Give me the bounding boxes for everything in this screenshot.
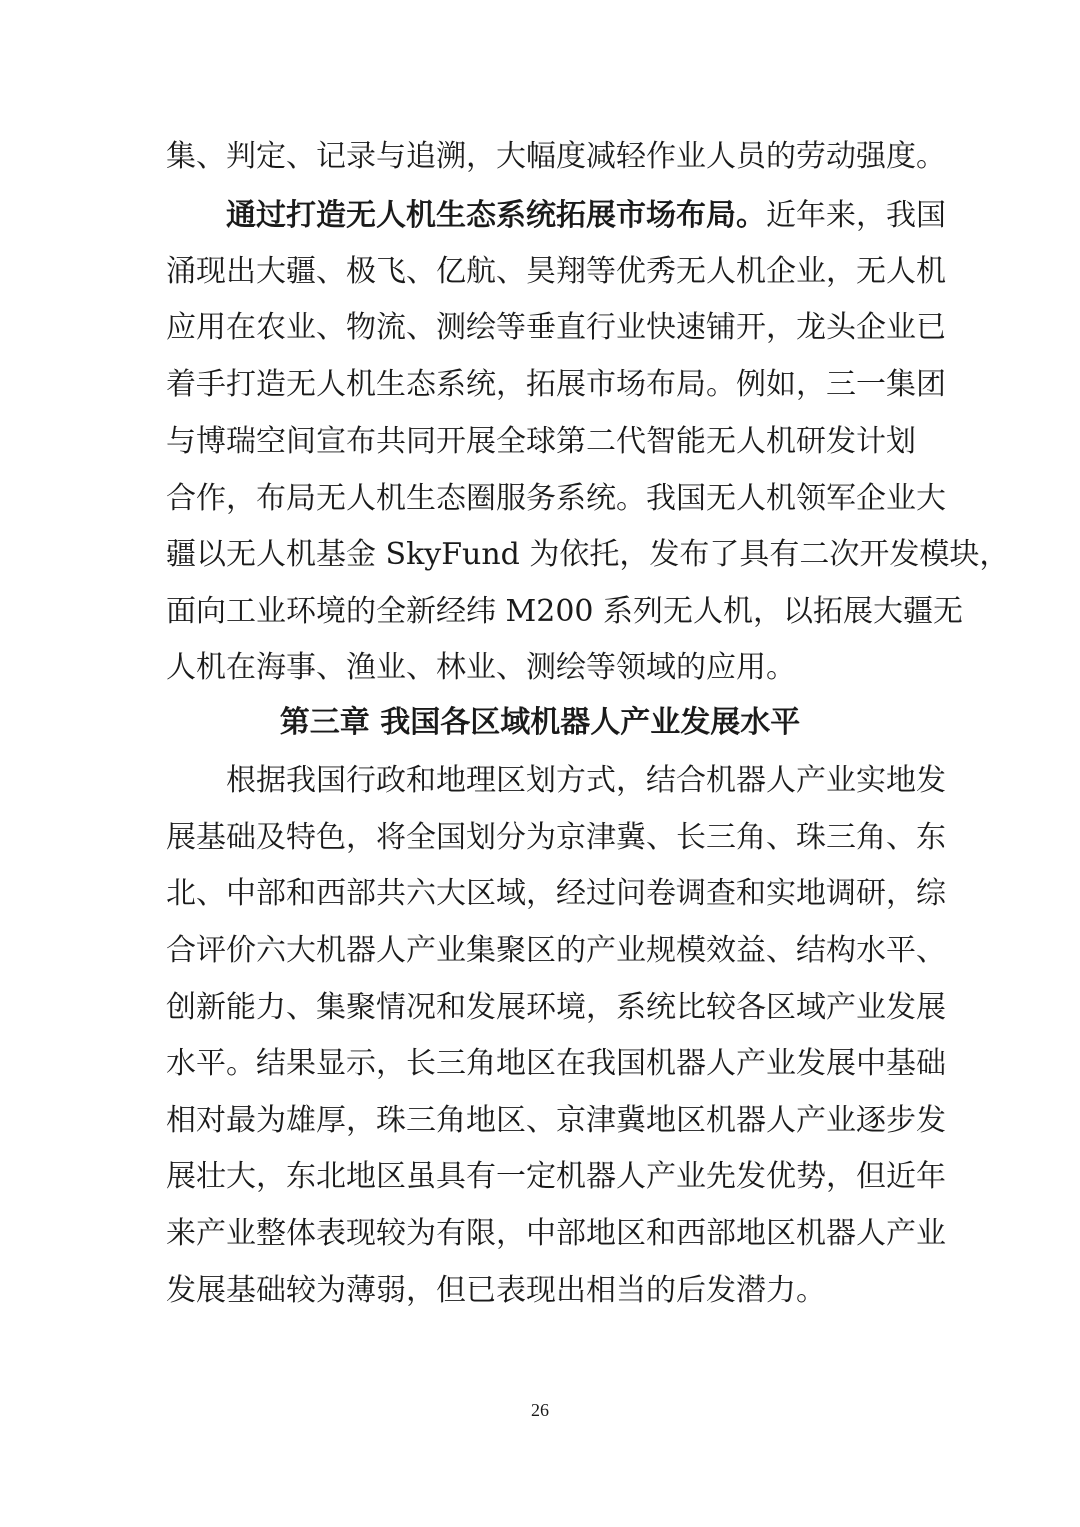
paragraph-line <box>226 196 946 236</box>
paragraph-line: 疆以无人机基金 SkyFund 为依托，发布了具有二次开发模块， <box>166 537 1010 572</box>
paragraph-line: 集、判定、记录与追溯，大幅度减轻作业人员的劳动强度。 <box>166 139 946 174</box>
paragraph-line: 创新能力、集聚情况和发展环境，系统比较各区域产业发展 <box>166 990 946 1025</box>
paragraph-line: 应用在农业、物流、测绘等垂直行业快速铺开，龙头企业已 <box>166 310 946 345</box>
paragraph-text: 近年来，我国 <box>766 198 946 233</box>
paragraph-line: 来产业整体表现较为有限，中部地区和西部地区机器人产业 <box>166 1216 946 1251</box>
paragraph-line: 着手打造无人机生态系统，拓展市场布局。例如，三一集团 <box>166 367 946 402</box>
paragraph-line: 合评价六大机器人产业集聚区的产业规模效益、结构水平、 <box>166 933 946 968</box>
paragraph-line: 人机在海事、渔业、林业、测绘等领域的应用。 <box>166 650 796 685</box>
paragraph-line: 相对最为雄厚，珠三角地区、京津冀地区机器人产业逐步发 <box>166 1103 946 1138</box>
paragraph-line: 发展基础较为薄弱，但已表现出相当的后发潜力。 <box>166 1273 826 1308</box>
chapter-heading: 第三章 我国各区域机器人产业发展水平 <box>279 705 801 740</box>
paragraph-line: 合作，布局无人机生态圈服务系统。我国无人机领军企业大 <box>166 481 946 516</box>
paragraph-line: 根据我国行政和地理区划方式，结合机器人产业实地发 <box>226 763 946 798</box>
paragraph-line: 展壮大，东北地区虽具有一定机器人产业先发优势，但近年 <box>166 1159 946 1194</box>
paragraph-line: 面向工业环境的全新经纬 M200 系列无人机，以拓展大疆无 <box>166 594 964 629</box>
paragraph-line: 展基础及特色，将全国划分为京津冀、长三角、珠三角、东 <box>166 820 946 855</box>
paragraph-line: 涌现出大疆、极飞、亿航、昊翔等优秀无人机企业，无人机 <box>166 254 946 289</box>
paragraph-line: 与博瑞空间宣布共同开展全球第二代智能无人机研发计划 <box>166 424 916 459</box>
paragraph-line: 北、中部和西部共六大区域，经过问卷调查和实地调研，综 <box>166 876 946 911</box>
paragraph-line: 水平。结果显示，长三角地区在我国机器人产业发展中基础 <box>166 1046 946 1081</box>
paragraph-lead-bold: 通过打造无人机生态系统拓展市场布局。 <box>226 198 766 233</box>
page-number: 26 <box>531 1400 549 1420</box>
